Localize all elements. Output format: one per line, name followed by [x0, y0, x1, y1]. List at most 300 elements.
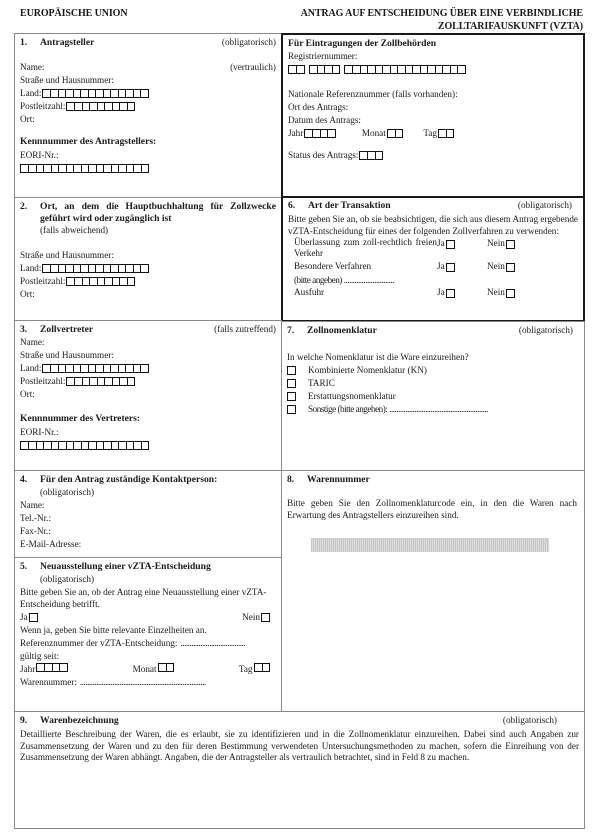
char-box[interactable]: [263, 663, 271, 672]
reference-dots: ....................................: [180, 637, 246, 648]
header-eu-label: EUROPÄISCHE UNION: [20, 8, 128, 19]
char-box[interactable]: [119, 264, 127, 273]
checkbox[interactable]: [287, 379, 296, 388]
char-box[interactable]: [134, 89, 142, 98]
representative-postcode-field[interactable]: [20, 375, 276, 388]
char-box[interactable]: [74, 264, 82, 273]
char-box[interactable]: [81, 264, 89, 273]
no-checkbox[interactable]: [261, 613, 270, 622]
char-box[interactable]: [97, 164, 105, 173]
month-label: Monat: [361, 127, 386, 138]
char-box[interactable]: [134, 164, 142, 173]
char-box[interactable]: [66, 89, 74, 98]
char-box[interactable]: [36, 663, 45, 672]
day-label: Tag: [238, 664, 253, 675]
yes-checkbox[interactable]: [446, 263, 455, 272]
char-box[interactable]: [113, 102, 121, 111]
representative-city-field[interactable]: [20, 388, 276, 401]
postcode-label: Postleitzahl:: [20, 275, 66, 286]
registration-number-boxes[interactable]: [288, 63, 578, 76]
commodity-code-input[interactable]: [311, 538, 549, 552]
char-box[interactable]: [368, 151, 376, 160]
section-title: Warennummer: [307, 474, 370, 485]
char-box[interactable]: [89, 264, 97, 273]
city-label: Ort:: [20, 388, 35, 399]
contact-name-field[interactable]: [20, 499, 276, 512]
char-box[interactable]: [141, 264, 149, 273]
reference-label: Referenznummer der vZTA-Entscheidung:: [20, 637, 178, 648]
postcode-label: Postleitzahl:: [20, 375, 66, 386]
char-box[interactable]: [66, 377, 75, 386]
char-box[interactable]: [90, 277, 98, 286]
section-note: (obligatorisch): [221, 37, 276, 47]
char-box[interactable]: [458, 65, 466, 74]
reg-boxes-group-1[interactable]: [288, 65, 305, 74]
confidential-note: (vertraulich): [230, 61, 276, 72]
checkbox[interactable]: [287, 405, 296, 414]
section-number: 2.: [20, 201, 28, 212]
section-title: Für den Antrag zuständige Kontaktperson:: [40, 474, 218, 485]
char-box[interactable]: [376, 151, 384, 160]
fax-label: Fax-Nr.:: [20, 525, 51, 536]
yes-checkbox[interactable]: [446, 240, 455, 249]
char-box[interactable]: [59, 264, 67, 273]
day-label: Tag: [423, 127, 437, 138]
section-7-heading: [287, 325, 579, 337]
char-box[interactable]: [120, 277, 128, 286]
no-checkbox[interactable]: [506, 240, 515, 249]
section-8-heading: [287, 474, 579, 486]
char-box[interactable]: [104, 264, 112, 273]
special-procedures-specify[interactable]: (bitte angeben) ............................: [294, 275, 394, 286]
street-label: Straße und Hausnummer:: [20, 74, 114, 85]
char-box[interactable]: [368, 65, 376, 74]
char-box[interactable]: [96, 364, 104, 373]
char-box[interactable]: [120, 377, 128, 386]
nomenclature-option-taric[interactable]: [287, 377, 579, 390]
char-box[interactable]: [74, 364, 82, 373]
country-label: Land:: [20, 262, 42, 273]
country-boxes[interactable]: [42, 89, 149, 98]
char-box[interactable]: [318, 65, 326, 74]
char-box[interactable]: [128, 277, 136, 286]
section-number: 1.: [20, 37, 28, 48]
char-box[interactable]: [82, 164, 90, 173]
yes-label: Ja: [437, 261, 445, 272]
section-title: Ort, an dem die Hauptbuchhaltung für Zollzwecke geführt wird oder zugänglich ist: [40, 201, 276, 224]
char-box[interactable]: [413, 65, 421, 74]
yes-checkbox[interactable]: [29, 613, 38, 622]
char-box[interactable]: [134, 441, 142, 450]
char-box[interactable]: [398, 65, 406, 74]
char-box[interactable]: [51, 264, 59, 273]
email-label: E-Mail-Adresse:: [20, 538, 82, 549]
char-box[interactable]: [89, 164, 97, 173]
yes-choice[interactable]: [437, 237, 487, 261]
char-box[interactable]: [90, 102, 98, 111]
char-box[interactable]: [128, 102, 136, 111]
accounts-postcode-field[interactable]: [20, 275, 276, 288]
representative-name-field[interactable]: [20, 336, 276, 349]
char-box[interactable]: [59, 89, 67, 98]
country-label: Land:: [20, 362, 42, 373]
char-box[interactable]: [167, 663, 175, 672]
char-box[interactable]: [98, 102, 106, 111]
representative-street-field[interactable]: [20, 349, 276, 362]
goods-description-input[interactable]: [20, 764, 579, 812]
contact-phone-field[interactable]: [20, 512, 276, 525]
char-box[interactable]: [119, 164, 127, 173]
no-label: Nein: [487, 238, 505, 249]
char-box[interactable]: [297, 65, 305, 74]
representative-country-field[interactable]: [20, 362, 276, 375]
no-label: Nein: [242, 611, 260, 622]
option-free-circulation: [294, 237, 578, 261]
month-boxes[interactable]: [158, 663, 175, 672]
accounts-country-field[interactable]: [20, 262, 276, 275]
char-box[interactable]: [309, 65, 318, 74]
section-4-heading: [20, 474, 276, 486]
char-box[interactable]: [428, 65, 436, 74]
char-box[interactable]: [104, 164, 112, 173]
char-box[interactable]: [112, 441, 120, 450]
char-box[interactable]: [45, 663, 53, 672]
char-box[interactable]: [105, 377, 113, 386]
option-label: Überlassung zum zoll-rechtlich freien Verkehr: [294, 237, 437, 259]
yes-checkbox[interactable]: [446, 289, 455, 298]
char-box[interactable]: [59, 164, 67, 173]
char-box[interactable]: [89, 441, 97, 450]
reg-boxes-group-2[interactable]: [309, 65, 341, 74]
char-box[interactable]: [451, 65, 459, 74]
char-box[interactable]: [142, 441, 150, 450]
section-number: 3.: [20, 324, 28, 335]
transaction-options: [288, 237, 578, 300]
char-box[interactable]: [128, 377, 136, 386]
char-box[interactable]: [321, 129, 329, 138]
section-number: 9.: [20, 715, 28, 726]
char-box[interactable]: [97, 441, 105, 450]
no-choice[interactable]: [242, 612, 270, 624]
applicant-name-field[interactable]: [20, 61, 276, 74]
char-box[interactable]: [81, 89, 89, 98]
accounts-city-field[interactable]: [20, 288, 276, 301]
applicant-postcode-field[interactable]: [20, 100, 276, 113]
option-label: Besondere Verfahren: [294, 261, 372, 272]
checkbox[interactable]: [287, 392, 296, 401]
char-box[interactable]: [66, 264, 74, 273]
char-box[interactable]: [89, 89, 97, 98]
month-boxes[interactable]: [387, 129, 404, 138]
char-box[interactable]: [134, 364, 142, 373]
form-title-line2: ZOLLTARIFAUSKUNFT (VZTA): [437, 20, 583, 32]
char-box[interactable]: [42, 364, 51, 373]
char-box[interactable]: [325, 65, 333, 74]
char-box[interactable]: [119, 89, 127, 98]
char-box[interactable]: [59, 441, 67, 450]
section-number: 7.: [287, 325, 295, 336]
option-label: Kombinierte Nomenklatur (KN): [308, 364, 427, 375]
application-status-field[interactable]: [288, 149, 578, 162]
char-box[interactable]: [127, 164, 135, 173]
section-8-commodity-code: [281, 470, 585, 712]
char-box[interactable]: [83, 377, 91, 386]
yes-choice[interactable]: [437, 287, 487, 300]
char-box[interactable]: [438, 129, 447, 138]
char-box[interactable]: [359, 151, 368, 160]
nomenclature-option-refund[interactable]: [287, 390, 579, 403]
char-box[interactable]: [74, 441, 82, 450]
year-boxes[interactable]: [304, 129, 336, 138]
char-box[interactable]: [75, 277, 83, 286]
char-box[interactable]: [158, 663, 167, 672]
char-box[interactable]: [105, 102, 113, 111]
char-box[interactable]: [383, 65, 391, 74]
char-box[interactable]: [333, 65, 341, 74]
char-box[interactable]: [113, 377, 121, 386]
section-9-heading: [20, 715, 579, 727]
char-box[interactable]: [254, 663, 263, 672]
char-box[interactable]: [126, 89, 134, 98]
status-label: Status des Antrags:: [288, 149, 359, 160]
char-box[interactable]: [44, 441, 52, 450]
char-box[interactable]: [37, 164, 45, 173]
char-box[interactable]: [52, 441, 60, 450]
char-box[interactable]: [74, 164, 82, 173]
no-choice[interactable]: [487, 287, 515, 300]
char-box[interactable]: [396, 129, 404, 138]
applicant-country-field[interactable]: [20, 87, 276, 100]
section-title: Warenbezeichnung: [40, 715, 119, 726]
char-box[interactable]: [42, 264, 51, 273]
char-box[interactable]: [113, 277, 121, 286]
contact-fax-field[interactable]: [20, 525, 276, 538]
char-box[interactable]: [111, 264, 119, 273]
section-number: 6.: [288, 200, 296, 211]
country-boxes[interactable]: [42, 264, 149, 273]
char-box[interactable]: [126, 264, 134, 273]
eori-label: EORI-Nr.:: [20, 149, 59, 160]
application-date-label: Datum des Antrags:: [288, 114, 361, 125]
section-1-heading: [20, 37, 276, 49]
char-box[interactable]: [98, 277, 106, 286]
if-yes-instruction: Wenn ja, geben Sie bitte relevante Einzelheiten an.: [20, 624, 207, 635]
char-box[interactable]: [391, 65, 399, 74]
year-label: Jahr: [20, 664, 36, 675]
char-box[interactable]: [83, 102, 91, 111]
postcode-boxes[interactable]: [66, 377, 135, 386]
char-box[interactable]: [52, 164, 60, 173]
char-box[interactable]: [51, 89, 59, 98]
year-boxes[interactable]: [36, 663, 68, 672]
char-box[interactable]: [75, 102, 83, 111]
char-box[interactable]: [66, 364, 74, 373]
applicant-id-heading: Kennnummer des Antragstellers:: [20, 136, 157, 148]
eori-label: EORI-Nr.:: [20, 426, 59, 437]
char-box[interactable]: [111, 89, 119, 98]
char-box[interactable]: [51, 364, 59, 373]
char-box[interactable]: [119, 364, 127, 373]
char-box[interactable]: [353, 65, 361, 74]
country-label: Land:: [20, 87, 42, 98]
char-box[interactable]: [387, 129, 396, 138]
yes-choice[interactable]: [437, 261, 487, 274]
char-box[interactable]: [141, 89, 149, 98]
char-box[interactable]: [29, 441, 37, 450]
reissue-instruction: Bitte geben Sie an, ob der Antrag eine Neuausstellung einer vZTA-Entscheidung betrifft.: [20, 586, 267, 609]
char-box[interactable]: [119, 441, 127, 450]
section-3-customs-representative: [14, 320, 282, 471]
nomenclature-option-other[interactable]: [287, 403, 579, 416]
yes-choice[interactable]: [20, 612, 38, 624]
section-2-heading: [20, 201, 276, 224]
section-6-transaction-type: [281, 196, 585, 322]
char-box[interactable]: [60, 663, 68, 672]
char-box[interactable]: [20, 441, 29, 450]
char-box[interactable]: [104, 364, 112, 373]
char-box[interactable]: [421, 65, 429, 74]
char-box[interactable]: [120, 102, 128, 111]
goods-number-field[interactable]: [20, 676, 276, 689]
char-box[interactable]: [304, 129, 313, 138]
status-boxes[interactable]: [359, 151, 383, 160]
char-box[interactable]: [83, 277, 91, 286]
char-box[interactable]: [96, 264, 104, 273]
char-box[interactable]: [20, 164, 29, 173]
customs-box-title: Für Eintragungen der Zollbehörden: [288, 37, 437, 49]
registration-number-label: Registriernummer:: [288, 50, 358, 61]
char-box[interactable]: [74, 89, 82, 98]
char-box[interactable]: [96, 89, 104, 98]
street-label: Straße und Hausnummer:: [20, 249, 114, 260]
option-label: Sonstige (bitte angeben): .......................................................: [308, 403, 488, 414]
yes-label: Ja: [20, 611, 28, 622]
char-box[interactable]: [66, 102, 75, 111]
char-box[interactable]: [288, 65, 297, 74]
application-date-fields[interactable]: [288, 127, 578, 140]
char-box[interactable]: [126, 364, 134, 373]
char-box[interactable]: [75, 377, 83, 386]
char-box[interactable]: [328, 129, 336, 138]
char-box[interactable]: [447, 129, 455, 138]
nomenclature-question: In welche Nomenklatur ist die Ware einzureihen?: [287, 351, 469, 362]
reference-number-field[interactable]: [20, 637, 276, 650]
char-box[interactable]: [104, 89, 112, 98]
country-boxes[interactable]: [42, 364, 149, 373]
month-label: Monat: [132, 664, 157, 675]
applicant-street-field[interactable]: [20, 74, 276, 87]
application-place-label: Ort des Antrags:: [288, 101, 349, 112]
char-box[interactable]: [81, 364, 89, 373]
no-checkbox[interactable]: [506, 289, 515, 298]
no-label: Nein: [487, 261, 505, 272]
char-box[interactable]: [42, 89, 51, 98]
char-box[interactable]: [59, 364, 67, 373]
no-choice[interactable]: [487, 261, 515, 274]
nomenclature-option-kn[interactable]: [287, 364, 579, 377]
goods-number-dots: ......................................................................: [79, 676, 206, 687]
section-note: (obligatorisch): [518, 325, 573, 335]
char-box[interactable]: [104, 441, 112, 450]
name-label: Name:: [20, 336, 45, 347]
section-3-heading: [20, 324, 276, 336]
char-box[interactable]: [29, 164, 37, 173]
char-box[interactable]: [111, 364, 119, 373]
reg-boxes-group-3[interactable]: [344, 65, 466, 74]
eori-boxes[interactable]: [20, 441, 149, 450]
char-box[interactable]: [67, 164, 75, 173]
postcode-label: Postleitzahl:: [20, 100, 66, 111]
section-1-applicant: [14, 33, 282, 198]
form-title-line1: ANTRAG AUF ENTSCHEIDUNG ÜBER EINE VERBINDLICHE: [300, 8, 583, 19]
char-box[interactable]: [141, 364, 149, 373]
day-boxes[interactable]: [254, 663, 271, 672]
option-label: Erstattungsnomenklatur: [308, 390, 396, 401]
valid-since-label: gültig seit:: [20, 650, 60, 661]
char-box[interactable]: [66, 277, 75, 286]
char-box[interactable]: [344, 65, 353, 74]
section-note: (obligatorisch): [517, 200, 572, 210]
char-box[interactable]: [89, 364, 97, 373]
section-note: (obligatorisch): [40, 486, 95, 497]
char-box[interactable]: [53, 663, 61, 672]
transaction-instruction: Bitte geben Sie an, ob sie beabsichtigen, die sich aus diesem Antrag ergebende vZTA-Entscheidung für eines der folgenden Zollverfahren zu verwenden:: [288, 213, 578, 236]
valid-since-date-fields[interactable]: [20, 663, 276, 676]
section-5-reissue-decision: [14, 557, 282, 712]
contact-email-field[interactable]: [20, 538, 276, 551]
city-label: Ort:: [20, 113, 35, 124]
char-box[interactable]: [134, 264, 142, 273]
section-note: (falls zutreffend): [214, 324, 276, 334]
option-export: [294, 287, 578, 300]
city-label: Ort:: [20, 288, 35, 299]
street-label: Straße und Hausnummer:: [20, 349, 114, 360]
checkbox[interactable]: [287, 366, 296, 375]
eori-boxes[interactable]: [20, 164, 149, 173]
section-5-heading: [20, 561, 276, 573]
char-box[interactable]: [406, 65, 414, 74]
accounts-street-field[interactable]: [20, 249, 276, 262]
char-box[interactable]: [82, 441, 90, 450]
char-box[interactable]: [443, 65, 451, 74]
char-box[interactable]: [67, 441, 75, 450]
char-box[interactable]: [313, 129, 321, 138]
char-box[interactable]: [98, 377, 106, 386]
char-box[interactable]: [127, 441, 135, 450]
char-box[interactable]: [90, 377, 98, 386]
char-box[interactable]: [37, 441, 45, 450]
char-box[interactable]: [44, 164, 52, 173]
postcode-boxes[interactable]: [66, 102, 135, 111]
char-box[interactable]: [142, 164, 150, 173]
section-6-heading: [288, 200, 578, 212]
goods-description-instruction: Detaillierte Beschreibung der Waren, die es erlaubt, sie zu identifizieren und in die Zollnomenklatur einzureihen. Dabei sind auch Angaben zur Zusammensetzung der Waren und zu den für deren Bestimmung verwendeten Untersuchungsmethoden zu machen, sofern die Einreihung von der Zusammensetzung der Waren abhängt. Angaben, die der Antragsteller als vertraulich betrachtet, sind in Feld 8 zu machen.: [20, 728, 579, 763]
char-box[interactable]: [105, 277, 113, 286]
postcode-boxes[interactable]: [66, 277, 135, 286]
day-boxes[interactable]: [438, 129, 455, 138]
representative-id-heading: Kennnummer des Vertreters:: [20, 413, 141, 425]
no-checkbox[interactable]: [506, 263, 515, 272]
section-note: (obligatorisch): [502, 715, 557, 725]
char-box[interactable]: [436, 65, 444, 74]
char-box[interactable]: [361, 65, 369, 74]
form-title: [301, 8, 583, 34]
char-box[interactable]: [112, 164, 120, 173]
no-choice[interactable]: [487, 237, 515, 261]
char-box[interactable]: [376, 65, 384, 74]
applicant-city-field[interactable]: [20, 113, 276, 126]
goods-number-label: Warennummer:: [20, 676, 77, 687]
